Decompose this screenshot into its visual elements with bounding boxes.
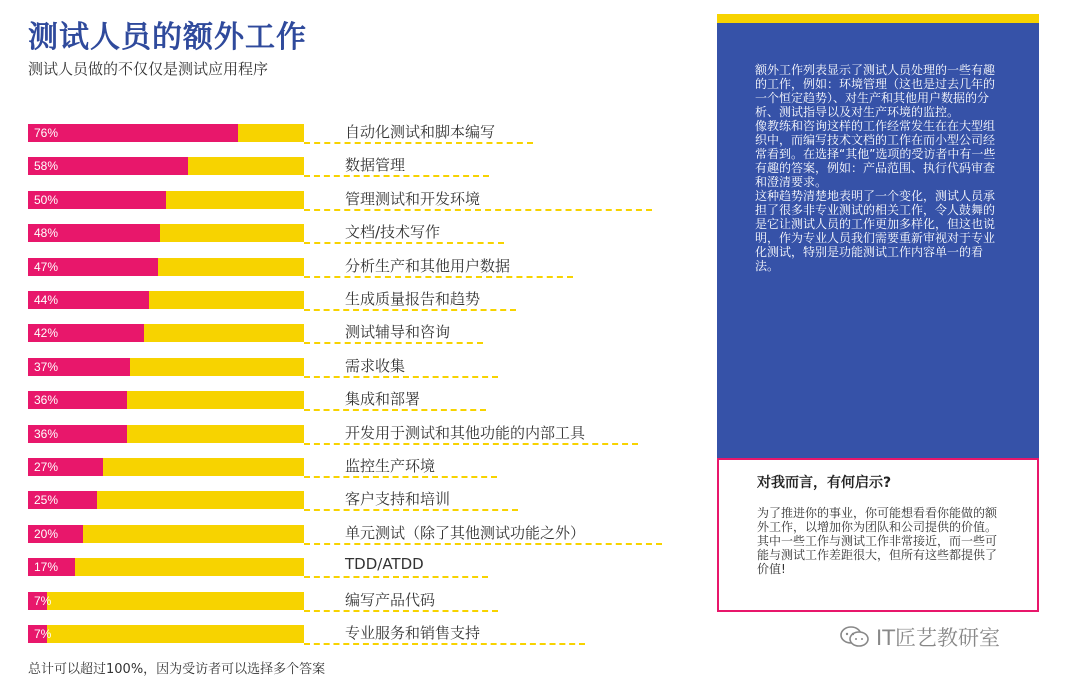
bar-leader-line (304, 543, 662, 545)
bar-leader-line (304, 376, 498, 378)
bar-value-label: 50% (34, 192, 59, 207)
bar-category-label: 监控生产环境 (345, 457, 436, 475)
bar-leader-line (304, 209, 652, 211)
takeaway-callout (717, 458, 1039, 612)
bar-leader-line (304, 643, 585, 645)
bar-leader-line (304, 276, 573, 278)
bar-value-label: 44% (34, 293, 59, 307)
bar-row (28, 354, 688, 376)
bar-remainder (28, 458, 304, 476)
bar-remainder (28, 258, 304, 276)
bar-leader-line (304, 576, 488, 578)
bar-leader-line (304, 242, 504, 244)
bar-remainder (28, 558, 304, 576)
bar-leader-line (304, 509, 518, 511)
bar-leader-line (304, 409, 486, 411)
bar-remainder (28, 525, 304, 543)
bar-row (28, 120, 688, 142)
bar-category-label: 自动化测试和脚本编写 (345, 123, 496, 141)
bar-category-label: 单元测试（除了其他测试功能之外） (345, 523, 586, 542)
bar-value-label: 27% (34, 460, 59, 474)
sidebar-paragraph: 这种趋势清楚地表明了一个变化，测试人员承担了很多非专业测试的相关工作，令人鼓舞的是它让测试人员的工作更加多样化，但这也说明，作为专业人员我们需要重新审视对于专业化测试，特别是功能测试工作内容单一的看法。 (755, 189, 996, 273)
bar-row (28, 153, 688, 175)
bar-remainder (28, 124, 304, 142)
bar-row (28, 387, 688, 409)
sidebar-top-stripe (717, 14, 1039, 23)
bar-category-label: 数据管理 (345, 156, 406, 175)
sidebar-text (755, 63, 1000, 273)
page-title: 测试人员的额外工作 (28, 20, 307, 55)
wechat-icon (840, 626, 870, 648)
bar-category-label: 管理测试和开发环境 (345, 189, 481, 208)
bar-row (28, 320, 688, 342)
bar-remainder (28, 592, 304, 610)
bar-leader-line (304, 443, 638, 445)
bar-category-label: 文档/技术写作 (345, 223, 441, 242)
bar-value-label: 48% (34, 226, 59, 241)
bar-value-label: 42% (34, 326, 59, 341)
callout-body: 为了推进你的事业，你可能想看看你能做的额外工作，以增加你为团队和公司提供的价值。其中一些工作与测试工作非常接近，而一些可能与测试工作差距很大，但所有这些都提供了价值! (757, 506, 998, 576)
bar-chart (28, 120, 688, 650)
bar-value-label: 7% (34, 593, 52, 608)
callout-title: 对我而言，有何启示? (757, 475, 892, 491)
bar-category-label: 生成质量报告和趋势 (345, 290, 481, 308)
bar-leader-line (304, 476, 497, 478)
bar-category-label: TDD/ATDD (345, 555, 424, 574)
bar-category-label: 专业服务和销售支持 (345, 624, 481, 642)
bar-remainder (28, 625, 304, 643)
bar-row (28, 521, 688, 543)
bar-remainder (28, 358, 304, 376)
bar-value-label: 17% (34, 560, 59, 575)
page-subtitle: 测试人员做的不仅仅是测试应用程序 (28, 60, 269, 78)
bar-value-label: 37% (34, 359, 59, 374)
bar-row (28, 454, 688, 476)
bar-remainder (28, 324, 304, 342)
sidebar-paragraph: 额外工作列表显示了测试人员处理的一些有趣的工作，例如：环境管理（这也是过去几年的一个恒定趋势）、对生产和其他用户数据的分析、测试指导以及对生产环境的监控。 (755, 63, 996, 119)
bar-value-label: 25% (34, 493, 59, 508)
bar-value-label: 58% (34, 159, 59, 174)
bar-value-label: 7% (34, 627, 52, 641)
bar-leader-line (304, 309, 516, 311)
bar-leader-line (304, 175, 489, 177)
bar-category-label: 需求收集 (345, 356, 406, 375)
bar-leader-line (304, 142, 533, 144)
bar-remainder (28, 191, 304, 209)
bar-remainder (28, 491, 304, 509)
bar-remainder (28, 157, 304, 175)
bar-remainder (28, 391, 304, 409)
bar-row (28, 287, 688, 309)
bar-value-label: 36% (34, 426, 59, 441)
footnote: 总计可以超过100%，因为受访者可以选择多个答案 (28, 662, 326, 677)
bar-row (28, 621, 688, 643)
bar-row (28, 487, 688, 509)
bar-row (28, 254, 688, 276)
bar-remainder (28, 224, 304, 242)
sidebar-paragraph: 像教练和咨询这样的工作经常发生在在大型组织中，而编写技术文档的工作在而小型公司经常看到。在选择“其他”选项的受访者中有一些有趣的答案，例如：产品范围、执行代码审查和澄清要求。 (755, 119, 996, 189)
bar-row (28, 421, 688, 443)
bar-category-label: 客户支持和培训 (345, 490, 451, 509)
bar-remainder (28, 425, 304, 443)
bar-row (28, 588, 688, 610)
bar-value-label: 36% (34, 393, 59, 408)
bar-value-label: 76% (34, 126, 59, 140)
bar-category-label: 编写产品代码 (345, 590, 436, 609)
watermark-text: IT匠艺教研室 (876, 626, 1001, 650)
bar-category-label: 开发用于测试和其他功能的内部工具 (345, 423, 586, 442)
bar-row (28, 554, 688, 576)
bar-value (28, 124, 238, 142)
bar-category-label: 分析生产和其他用户数据 (345, 256, 511, 275)
bar-remainder (28, 291, 304, 309)
bar-value-label: 20% (34, 526, 59, 541)
sidebar-panel (717, 23, 1039, 458)
bar-leader-line (304, 610, 498, 612)
bar-row (28, 220, 688, 242)
bar-row (28, 187, 688, 209)
watermark (840, 622, 1000, 652)
bar-category-label: 集成和部署 (345, 390, 421, 409)
bar-leader-line (304, 342, 483, 344)
bar-value-label: 47% (34, 259, 59, 274)
bar-category-label: 测试辅导和咨询 (345, 323, 451, 342)
